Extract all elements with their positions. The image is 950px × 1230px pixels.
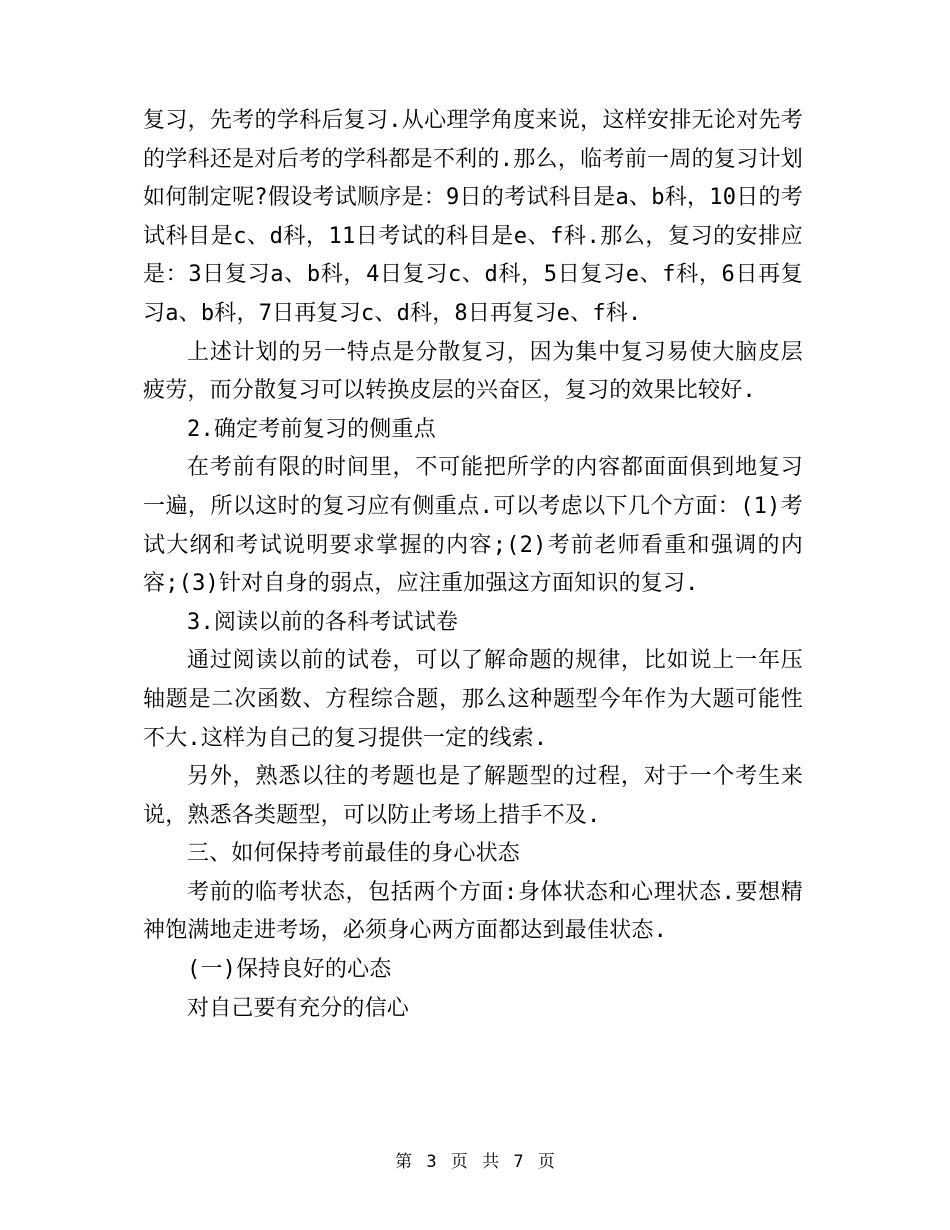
paragraph: 2.确定考前复习的侧重点 (187, 416, 436, 442)
paragraph: 三、如何保持考前最佳的身心状态 (187, 841, 521, 867)
paragraph: 另外，熟悉以往的考题也是了解题型的过程，对于一个考生来说，熟悉各类题型，可以防止考场上措手不及. (143, 764, 803, 828)
paragraph: 在考前有限的时间里，不可能把所学的内容都面面俱到地复习一遍，所以这时的复习应有侧重点.可以考虑以下几个方面：(1)考试大纲和考试说明要求掌握的内容;(2)考前老师看重和强调的内容;(3)针对自身的弱点，应注重加强这方面知识的复习. (143, 455, 803, 597)
page-footer: 第 3 页 共 7 页 (395, 1152, 555, 1172)
document-body (143, 102, 803, 1028)
paragraph: 通过阅读以前的试卷，可以了解命题的规律，比如说上一年压轴题是二次函数、方程综合题，那么这种题型今年作为大题可能性不大.这样为自己的复习提供一定的线索. (143, 648, 803, 751)
paragraph: 复习，先考的学科后复习.从心理学角度来说，这样安排无论对先考的学科还是对后考的学科都是不利的.那么，临考前一周的复习计划如何制定呢?假设考试顺序是：9日的考试科目是a、b科，10日的考试科目是c、d科，11日考试的科目是e、f科.那么，复习的安排应是：3日复习a、b科，4日复习c、d科，5日复习e、f科，6日再复习a、b科，7日再复习c、d科，8日再复习e、f科. (143, 108, 803, 326)
paragraph: 考前的临考状态，包括两个方面:身体状态和心理状态.要想精神饱满地走进考场，必须身心两方面都达到最佳状态. (143, 879, 803, 944)
paragraph: 上述计划的另一特点是分散复习，因为集中复习易使大脑皮层疲劳，而分散复习可以转换皮层的兴奋区，复习的效果比较好. (143, 339, 803, 404)
paragraph: (一)保持良好的心态 (187, 957, 392, 983)
paragraph: 3.阅读以前的各科考试试卷 (187, 609, 459, 635)
paragraph: 对自己要有充分的信心 (187, 995, 410, 1021)
